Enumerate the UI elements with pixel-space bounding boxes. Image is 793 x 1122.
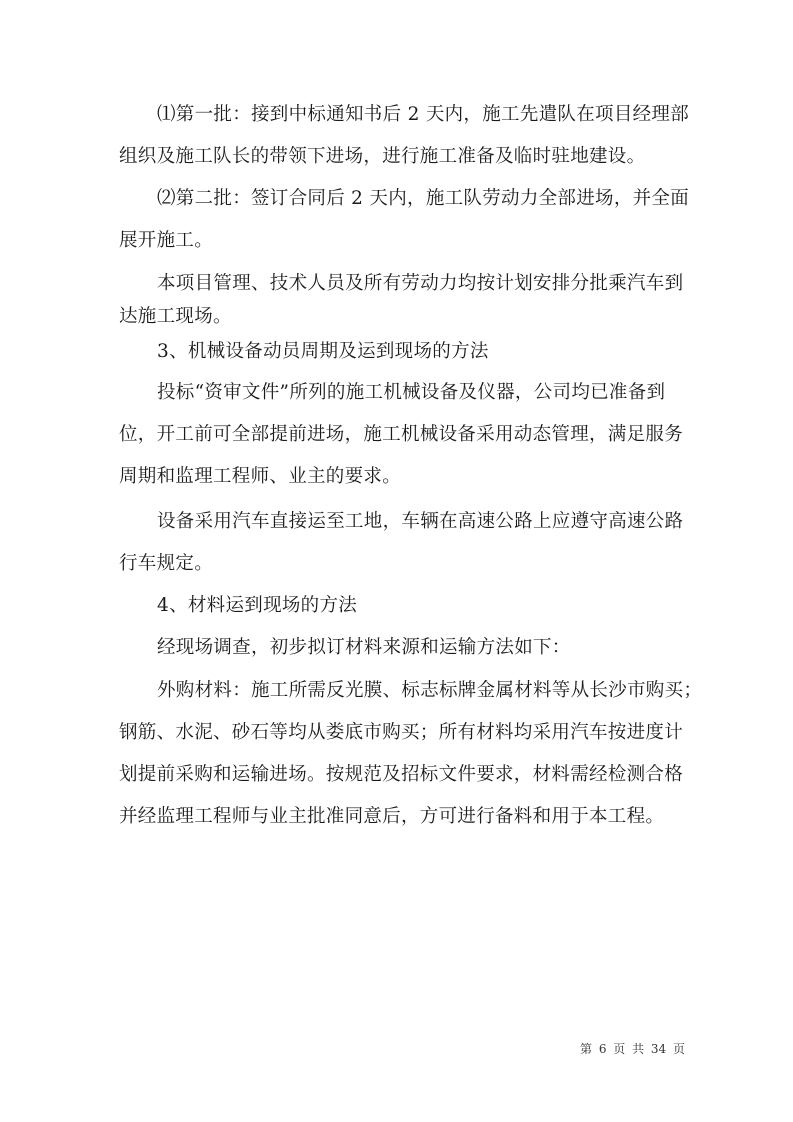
text-line: 位，开工前可全部提前进场，施工机械设备采用动态管理，满足服务	[119, 424, 684, 445]
text-line: 组织及施工队长的带领下进场，进行施工准备及临时驻地建设。	[119, 146, 646, 167]
text-line: 展开施工。	[119, 230, 214, 251]
text-line: 钢筋、水泥、砂石等均从娄底市购买；所有材料均采用汽车按进度计	[119, 722, 684, 743]
text-line: 4、材料运到现场的方法	[157, 595, 358, 616]
text-line: 并经监理工程师与业主批准同意后，方可进行备料和用于本工程。	[119, 806, 665, 827]
text-line: 本项目管理、技术人员及所有劳动力均按计划安排分批乘汽车到	[157, 273, 684, 294]
page-number-footer: 第 6 页 共 34 页	[580, 1042, 685, 1056]
text-line: 3、机械设备动员周期及运到现场的方法	[157, 341, 489, 362]
text-line: 达施工现场。	[119, 306, 232, 327]
text-line: ⑴第一批：接到中标通知书后 2 天内，施工先遣队在项目经理部	[157, 104, 690, 125]
text-line: 投标“资审文件”所列的施工机械设备及仪器，公司均已准备到	[157, 382, 666, 403]
text-line: 周期和监理工程师、业主的要求。	[119, 466, 402, 487]
text-line: 经现场调查，初步拟订材料来源和运输方法如下：	[157, 637, 571, 658]
text-line: 划提前采购和运输进场。按规范及招标文件要求，材料需经检测合格	[119, 764, 684, 785]
text-line: ⑵第二批：签订合同后 2 天内，施工队劳动力全部进场，并全面	[157, 188, 690, 209]
text-line: 行车规定。	[119, 553, 214, 574]
text-line: 设备采用汽车直接运至工地，车辆在高速公路上应遵守高速公路	[157, 511, 684, 532]
text-line: 外购材料：施工所需反光膜、标志标牌金属材料等从长沙市购买；	[157, 680, 703, 701]
